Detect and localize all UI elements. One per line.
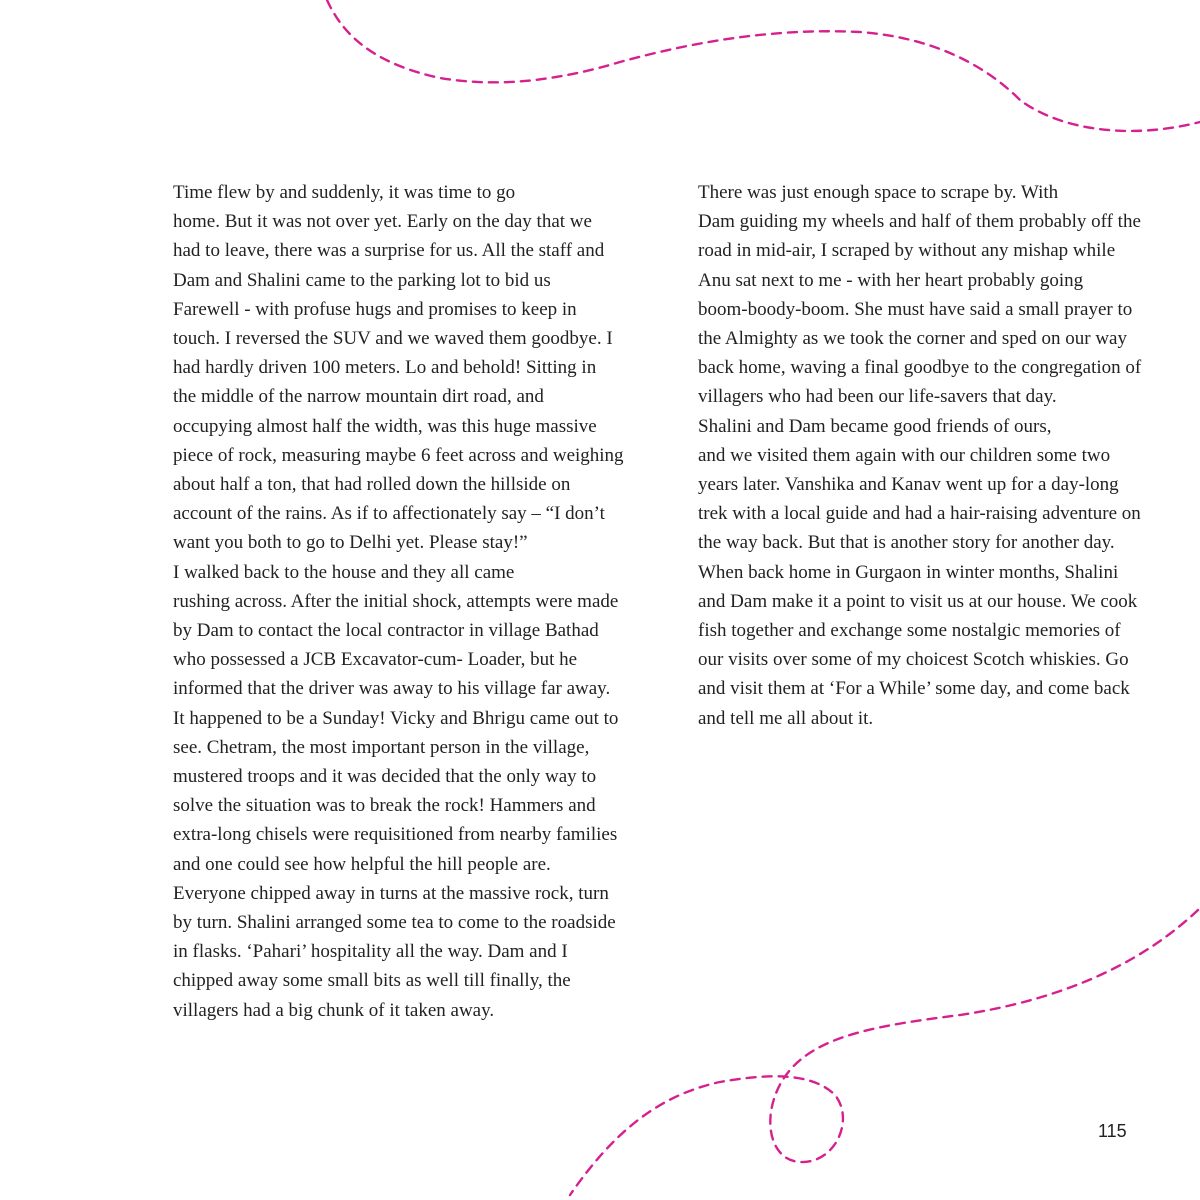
text-line: Dam and Shalini came to the parking lot to bid us bbox=[173, 269, 551, 291]
text-line: There was just enough space to scrape by. With bbox=[698, 182, 1059, 203]
text-line: our visits over some of my choicest Scotch whiskies. Go bbox=[698, 649, 1129, 671]
text-line: rushing across. After the initial shock, attempts were made bbox=[173, 590, 619, 612]
text-line: in flasks. ‘Pahari’ hospitality all the way. Dam and I bbox=[173, 941, 568, 963]
text-line: see. Chetram, the most important person in the village, bbox=[173, 736, 590, 758]
text-line: account of the rains. As if to affectionately say – “I don’t bbox=[173, 503, 605, 525]
text-line: solve the situation was to break the rock! Hammers and bbox=[173, 795, 596, 817]
text-line: informed that the driver was away to his village far away. bbox=[173, 678, 611, 700]
text-line: piece of rock, measuring maybe 6 feet across and weighing bbox=[173, 444, 624, 466]
text-line: the way back. But that is another story for another day. bbox=[698, 532, 1115, 554]
left-paragraph-1 bbox=[98, 178, 624, 558]
text-line: the Almighty as we took the corner and sped on our way bbox=[698, 328, 1127, 350]
right-paragraph-2 bbox=[623, 412, 1141, 733]
text-line: Shalini and Dam became good friends of ours, bbox=[698, 415, 1052, 437]
text-line: Time flew by and suddenly, it was time to go bbox=[173, 182, 516, 203]
text-line: home. But it was not over yet. Early on the day that we bbox=[173, 211, 592, 233]
text-line: and visit them at ‘For a While’ some day, and come back bbox=[698, 678, 1130, 700]
text-line: had to leave, there was a surprise for us. All the staff and bbox=[173, 240, 605, 262]
text-line: about half a ton, that had rolled down the hillside on bbox=[173, 474, 571, 496]
text-line: years later. Vanshika and Kanav went up for a day-long bbox=[698, 474, 1119, 496]
text-line: Everyone chipped away in turns at the massive rock, turn bbox=[173, 882, 609, 904]
page-number: 115 bbox=[1098, 1121, 1127, 1141]
left-paragraph-2 bbox=[98, 558, 619, 1025]
text-line: and tell me all about it. bbox=[698, 707, 874, 729]
text-line: chipped away some small bits as well till finally, the bbox=[173, 970, 571, 992]
top-dashed-curve bbox=[327, 0, 1200, 131]
text-line: Anu sat next to me - with her heart probably going bbox=[698, 269, 1084, 291]
text-line: who possessed a JCB Excavator-cum- Loader, but he bbox=[173, 649, 578, 671]
text-line: had hardly driven 100 meters. Lo and behold! Sitting in bbox=[173, 357, 597, 379]
bottom-dashed-loop-curve bbox=[570, 910, 1198, 1195]
text-line: When back home in Gurgaon in winter months, Shalini bbox=[698, 561, 1119, 583]
text-line: and we visited them again with our children some two bbox=[698, 444, 1111, 466]
text-line: villagers who had been our life-savers that day. bbox=[698, 386, 1057, 408]
right-text-column bbox=[623, 178, 1142, 733]
text-line: back home, waving a final goodbye to the congregation of bbox=[698, 357, 1142, 379]
right-paragraph-1 bbox=[623, 178, 1142, 412]
text-line: mustered troops and it was decided that the only way to bbox=[173, 766, 597, 788]
text-line: Farewell - with profuse hugs and promises to keep in bbox=[173, 298, 577, 320]
text-line: and one could see how helpful the hill people are. bbox=[173, 853, 551, 875]
text-line: boom-boody-boom. She must have said a small prayer to bbox=[698, 298, 1133, 320]
text-line: road in mid-air, I scraped by without any mishap while bbox=[698, 240, 1116, 262]
text-line: by turn. Shalini arranged some tea to come to the roadside bbox=[173, 912, 616, 934]
text-line: trek with a local guide and had a hair-raising adventure on bbox=[698, 503, 1141, 525]
text-line: occupying almost half the width, was this huge massive bbox=[173, 415, 597, 437]
left-text-column bbox=[98, 178, 624, 1025]
text-line: the middle of the narrow mountain dirt road, and bbox=[173, 386, 544, 408]
text-line: villagers had a big chunk of it taken away. bbox=[173, 999, 495, 1021]
text-line: want you both to go to Delhi yet. Please stay!” bbox=[173, 532, 528, 554]
text-line: I walked back to the house and they all came bbox=[173, 561, 515, 583]
text-line: touch. I reversed the SUV and we waved them goodbye. I bbox=[173, 328, 613, 350]
text-line: extra-long chisels were requisitioned from nearby families bbox=[173, 824, 618, 846]
text-line: Dam guiding my wheels and half of them probably off the bbox=[698, 211, 1141, 233]
text-line: It happened to be a Sunday! Vicky and Bhrigu came out to bbox=[173, 707, 619, 729]
text-line: by Dam to contact the local contractor in village Bathad bbox=[173, 620, 599, 642]
text-line: and Dam make it a point to visit us at our house. We cook bbox=[698, 590, 1138, 612]
text-line: fish together and exchange some nostalgic memories of bbox=[698, 620, 1121, 642]
